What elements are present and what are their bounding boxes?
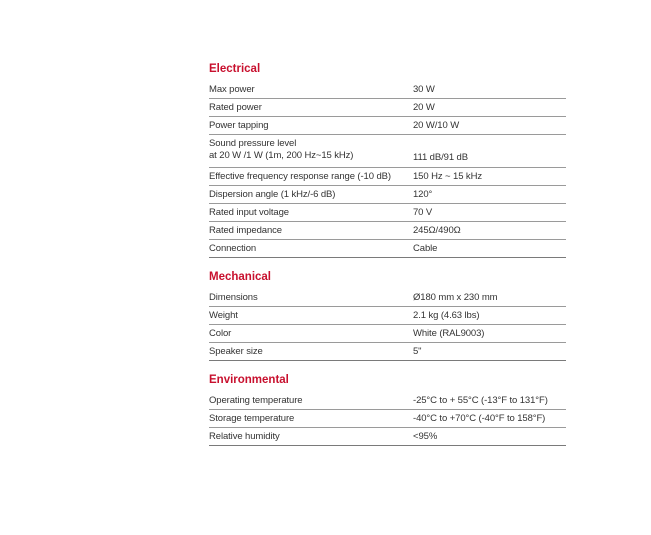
spec-row-dimensions	[209, 289, 566, 307]
spec-label: Rated input voltage	[209, 206, 289, 218]
spec-label: Storage temperature	[209, 412, 295, 424]
spec-row-max-power	[209, 81, 566, 99]
spec-row-color	[209, 325, 566, 343]
spec-row-connection	[209, 240, 566, 258]
spec-sheet	[209, 62, 566, 458]
spec-row-weight	[209, 307, 566, 325]
spec-label: Rated power	[209, 101, 262, 113]
spec-value: 30 W	[413, 83, 435, 95]
spec-label: Max power	[209, 83, 255, 95]
spec-label: Connection	[209, 242, 257, 254]
spec-value: 245Ω/490Ω	[413, 224, 461, 236]
spec-value: 111 dB/91 dB	[413, 152, 468, 163]
electrical-table	[209, 81, 566, 258]
spec-value: -25°C to + 55°C (-13°F to 131°F)	[413, 394, 548, 406]
spec-value: -40°C to +70°C (-40°F to 158°F)	[413, 412, 546, 424]
spec-label: Dispersion angle (1 kHz/-6 dB)	[209, 188, 336, 200]
spec-label: Speaker size	[209, 345, 263, 357]
spec-value: Ø180 mm x 230 mm	[413, 291, 498, 303]
mechanical-table	[209, 289, 566, 361]
spec-row-relative-humidity	[209, 428, 566, 446]
spec-value: 150 Hz ~ 15 kHz	[413, 170, 482, 182]
spec-row-power-tapping	[209, 117, 566, 135]
spec-row-frequency-response	[209, 168, 566, 186]
section-title-electrical: Electrical	[209, 63, 261, 75]
spec-value: 2.1 kg (4.63 lbs)	[413, 309, 480, 321]
spec-row-operating-temperature	[209, 392, 566, 410]
spec-row-storage-temperature	[209, 410, 566, 428]
environmental-table	[209, 392, 566, 446]
spec-row-speaker-size	[209, 343, 566, 361]
spec-label: Effective frequency response range (-10 dB)	[209, 170, 391, 182]
section-title-environmental: Environmental	[209, 374, 289, 386]
spec-value: 5"	[413, 345, 422, 357]
spec-label: Operating temperature	[209, 394, 303, 406]
spec-row-rated-input-voltage	[209, 204, 566, 222]
spec-label: Weight	[209, 309, 238, 321]
spec-label: Power tapping	[209, 119, 269, 131]
spec-value: 70 V	[413, 206, 433, 218]
spec-value: 120°	[413, 188, 433, 200]
spec-label: Sound pressure level at 20 W /1 W (1m, 200 Hz~15 kHz)	[209, 138, 354, 161]
spec-value: 20 W	[413, 101, 435, 113]
electrical-section	[209, 62, 566, 258]
mechanical-section	[209, 270, 566, 361]
spec-label: Rated impedance	[209, 224, 282, 236]
spec-row-rated-impedance	[209, 222, 566, 240]
spec-value: Cable	[413, 242, 438, 254]
spec-row-dispersion-angle	[209, 186, 566, 204]
spec-label: Color	[209, 327, 232, 339]
environmental-section	[209, 373, 566, 446]
spec-label: Dimensions	[209, 291, 258, 303]
section-title-mechanical: Mechanical	[209, 271, 271, 283]
spec-row-sound-pressure-level	[209, 135, 566, 168]
spec-value: <95%	[413, 430, 438, 442]
spec-value: 20 W/10 W	[413, 119, 460, 131]
spec-row-rated-power	[209, 99, 566, 117]
spec-value: White (RAL9003)	[413, 327, 485, 339]
spec-label: Relative humidity	[209, 430, 280, 442]
